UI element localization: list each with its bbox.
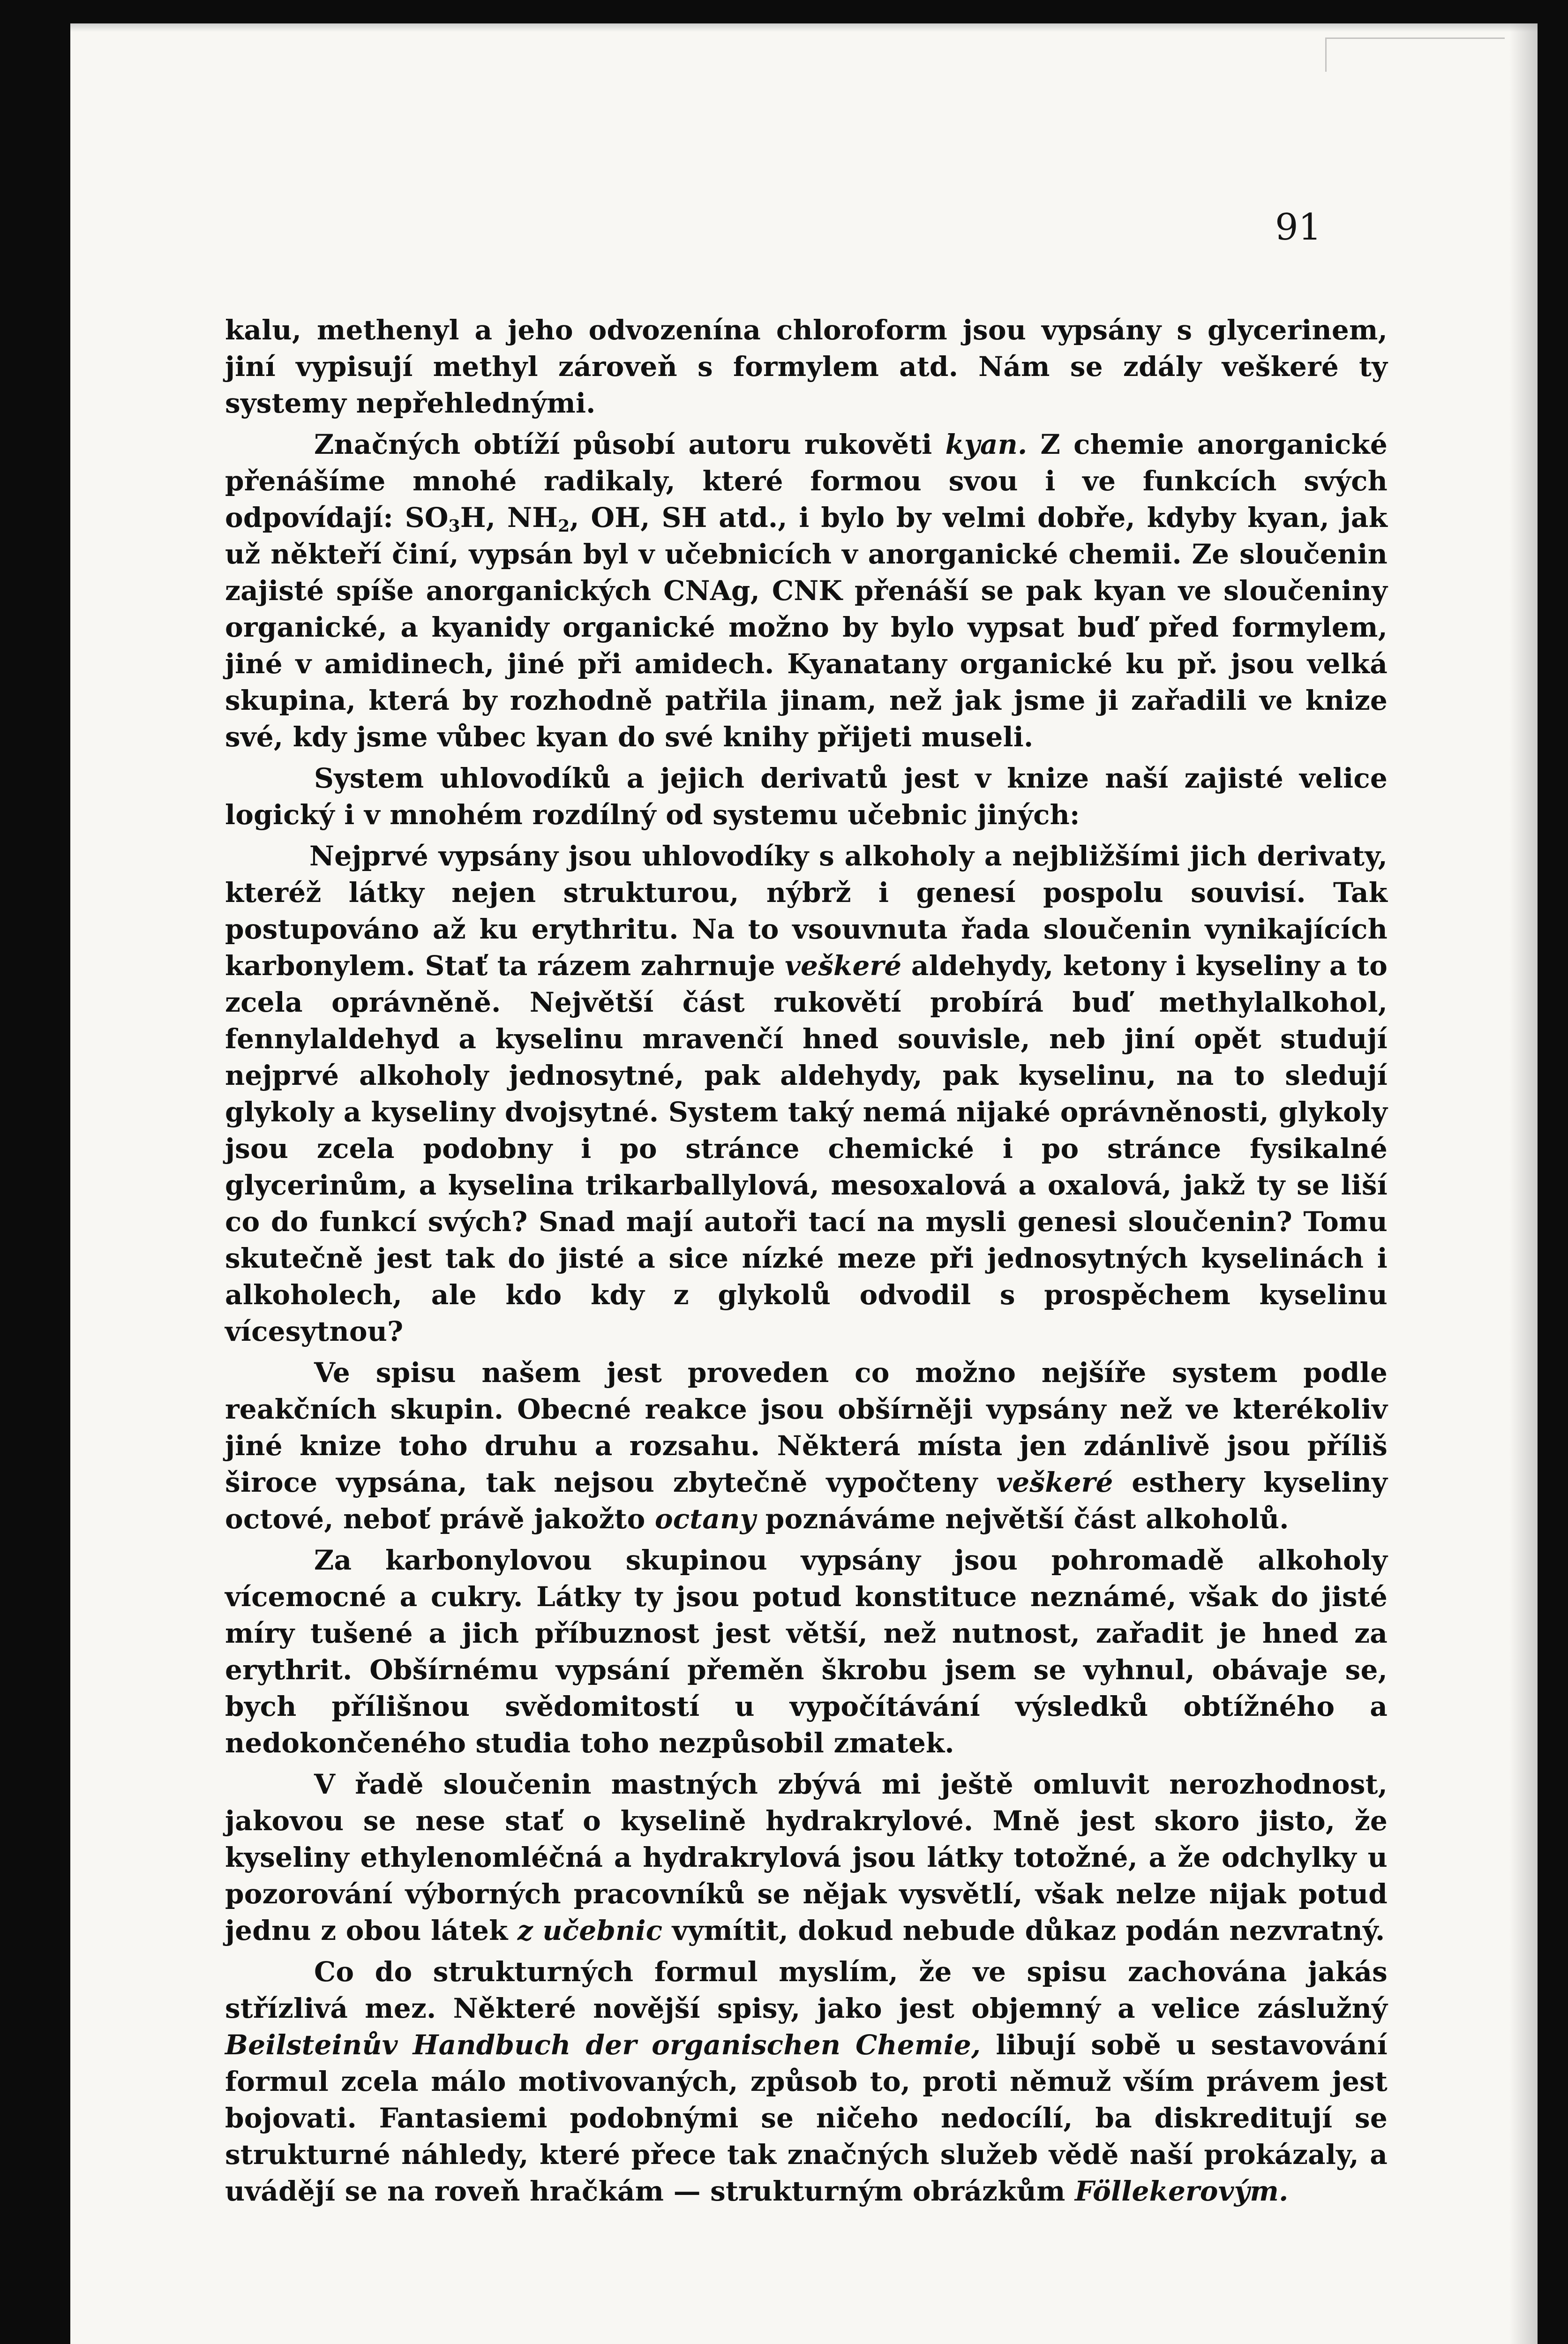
paragraph — [225, 312, 1388, 421]
italic-text: z učebnic — [517, 1915, 663, 1946]
text-run: libují sobě u sestavování formul zcela málo motivovaných, způsob to, proti němuž vším právem jest bojovati. Fantasiemi podobnými se ničeho nedocílí, ba diskreditují se strukturné náhledy, které přece tak značných služeb vědě naší prokázaly, a uvádějí se na roveň hračkám — strukturným obrázkům — [225, 2029, 1388, 2207]
text-run: Za karbonylovou skupinou vypsány jsou pohromadě alkoholy vícemocné a cukry. Látky ty jsou potud konstituce neznámé, však do jisté míry tušené a jich příbuznost jest větší, než nutnost, zařadit je hned za erythrit. Obšírnému vypsání přeměn škrobu jsem se vyhnul, obávaje se, bych přílišnou svědomitostí u vypočítávání výsledků obtížného a nedokončeného studia toho nezpůsobil zmatek. — [225, 1544, 1388, 1759]
text-run: , OH, SH atd., i bylo by velmi dobře, kdyby kyan, jak už někteří činí, vypsán byl v učebnicích v anorganické chemii. Ze sloučenin zajisté spíše anorganických CNAg, CNK přenáší se pak kyan ve sloučeniny organické, a kyanidy organické možno by bylo vypsat buď před formylem, jiné v amidinech, jiné při amidech. Kyanatany organické ku př. jsou velká skupina, která by rozhodně patřila jinam, než jak jsme ji zařadili ve knize své, kdy jsme vůbec kyan do své knihy přijeti museli. — [225, 502, 1388, 753]
text-run: vymítit, dokud nebude důkaz podán nezvratný. — [662, 1915, 1385, 1946]
paragraph — [225, 760, 1388, 833]
paragraph — [225, 1542, 1388, 1761]
subscript: 2 — [558, 516, 570, 536]
text-run: Nejprvé vypsány jsou uhlovodíky s alkoholy a nejbližšími jich derivaty, kteréž látky nejen strukturou, nýbrž i genesí pospolu souvisí. Tak postupováno až ku erythritu. Na to vsouvnuta řada sloučenin vynikajících karbonylem. Stať ta rázem zahrnuje — [225, 840, 1388, 982]
text-run: Značných obtíží působí autoru rukověti — [314, 428, 945, 460]
text-run: V řadě sloučenin mastných zbývá mi ještě omluvit nerozhodnost, jakovou se nese stať o kyselině hydrakrylové. Mně jest skoro jisto, že kyseliny ethylenomléčná a hydrakrylová jsou látky totožné, a že odchylky u pozorování výborných pracovníků se nějak vysvětlí, však nelze nijak potud jednu z obou látek — [225, 1768, 1388, 1946]
italic-text: Beilsteinův Handbuch der organischen Chemie, — [225, 2029, 981, 2061]
scan-artifact — [1325, 38, 1505, 72]
paragraph — [225, 1354, 1388, 1537]
text-run: Z chemie anorganické přenášíme mnohé radikaly, které formou svou i ve funkcích svých odpovídají: SO — [225, 428, 1388, 533]
paragraph — [225, 426, 1388, 755]
text-run: Co do strukturných formul myslím, že ve spisu zachována jakás střízlivá mez. Některé novější spisy, jako jest objemný a velice záslužný — [225, 1956, 1388, 2024]
text-run: H, NH — [460, 502, 558, 533]
subscript: 3 — [448, 516, 460, 536]
scan-shadow-right — [1509, 23, 1538, 2344]
text-run: System uhlovodíků a jejich derivatů jest v knize naší zajisté velice logický i v mnohém rozdílný od systemu učebnic jiných: — [225, 762, 1388, 831]
italic-text: veškeré — [785, 950, 902, 982]
scan-shadow-top — [70, 23, 1538, 32]
paragraph — [225, 838, 1388, 1350]
italic-text: Föllekerovým. — [1074, 2175, 1289, 2207]
text-run: aldehydy, ketony i kyseliny a to zcela oprávněně. Největší část rukovětí probírá buď methylalkohol, fennylaldehyd a kyselinu mravenčí hned souvisle, neb jiní opět studují nejprvé alkoholy jednosytné, pak aldehydy, pak kyselinu, na to sledují glykoly a kyseliny dvojsytné. System taký nemá nijaké oprávněnosti, glykoly jsou zcela podobny i po stránce chemické i po stránce fysikalné glycerinům, a kyselina trikarballylová, mesoxalová a oxalová, jakž ty se liší co do funkcí svých? Snad mají autoři tací na mysli genesi sloučenin? Tomu skutečně jest tak do jisté a sice nízké meze při jednosytných kyselinách i alkoholech, ale kdo kdy z glykolů odvodil s prospěchem kyselinu vícesytnou? — [225, 950, 1388, 1347]
paragraph — [225, 1766, 1388, 1949]
paragraph — [225, 1953, 1388, 2209]
text-run: Ve spisu našem jest proveden co možno nejšíře system podle reakčních skupin. Obecné reakce jsou obšírněji vypsány než ve kterékoliv jiné knize toho druhu a rozsahu. Některá místa jen zdánlivě jsou příliš široce vypsána, tak nejsou zbytečně vypočteny — [225, 1357, 1388, 1498]
italic-text: veškeré — [996, 1466, 1113, 1498]
text-run: poznáváme největší část alkoholů. — [756, 1503, 1289, 1535]
text-run: esthery kyseliny octové, neboť právě jakožto — [225, 1466, 1388, 1535]
italic-text: kyan. — [945, 428, 1028, 460]
page-number: 91 — [1275, 206, 1322, 248]
italic-text: octany — [654, 1503, 756, 1535]
text-run: kalu, methenyl a jeho odvozenína chloroform jsou vypsány s glycerinem, jiní vypisují methyl zároveň s formylem atd. Nám se zdály veškeré ty systemy nepřehlednými. — [225, 314, 1388, 419]
body-text — [225, 312, 1388, 2214]
book-page — [70, 23, 1538, 2344]
